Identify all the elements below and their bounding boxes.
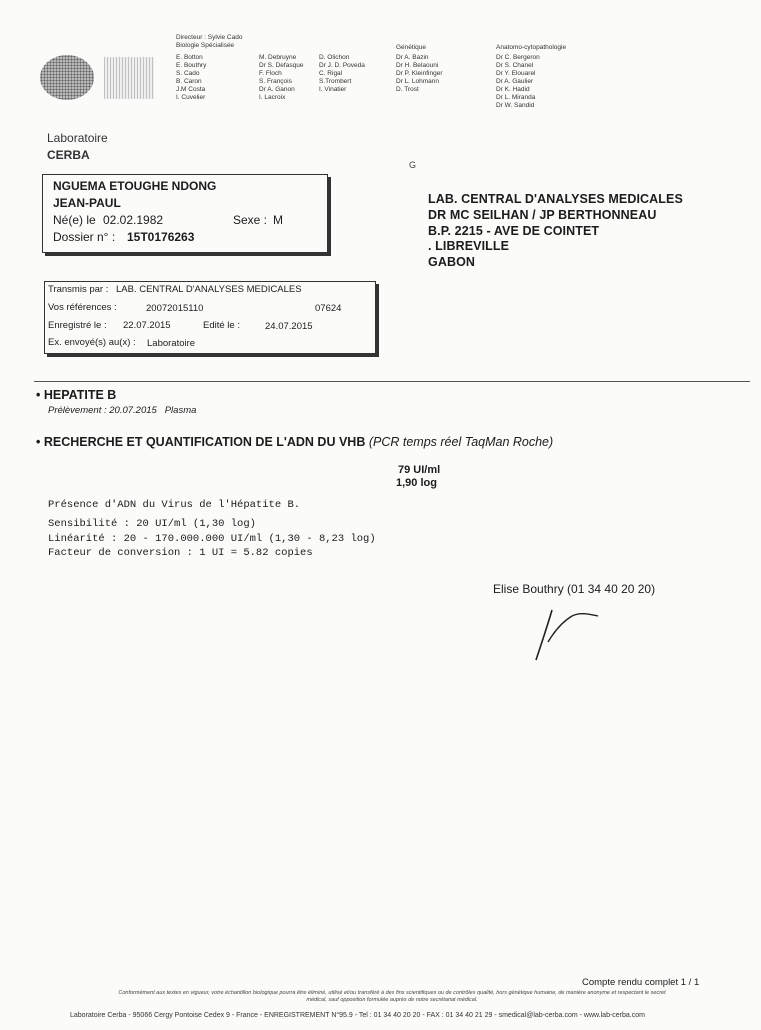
refs-value: 20072015110 xyxy=(146,303,204,314)
recipient-line-1: LAB. CENTRAL D'ANALYSES MEDICALES xyxy=(428,192,683,206)
sex-label: Sexe : xyxy=(233,213,268,227)
result-log: 1,90 log xyxy=(396,477,437,489)
anapath-list: Dr C. Bergeron Dr S. Chanel Dr Y. Elouarel Dr A. Gaulier Dr K. Hadid Dr L. Miranda Dr W. Sandid xyxy=(496,54,540,109)
transmission-box xyxy=(44,281,376,354)
dob-value: 02.02.1982 xyxy=(103,213,164,227)
sample-type: Plasma xyxy=(164,405,197,416)
recipient-line-2: DR MC SEILHAN / JP BERTHONNEAU xyxy=(428,208,657,222)
lab-label: Laboratoire xyxy=(47,131,108,145)
patient-firstname: JEAN-PAUL xyxy=(53,196,121,210)
logo-square xyxy=(104,57,154,99)
recipient-marker: G xyxy=(409,160,417,170)
linearity: Linéarité : 20 - 170.000.000 UI/ml (1,30 - 8,23 log) xyxy=(48,533,376,545)
section-dna-quant: • RECHERCHE ET QUANTIFICATION DE L'ADN DU VHB (PCR temps réel TaqMan Roche) xyxy=(36,435,554,449)
legal-notice-1: Conformément aux textes en vigueur, votre échantillon biologique pourra être éliminé, utilisé et/ou transféré à des fins scientifiques ou de contrôles qualité, hors génétique humaine, de manière anonyme et respectant le secret xyxy=(118,990,666,996)
section-hepatitis-b: • HEPATITE B xyxy=(36,388,117,402)
genetics-title: Génétique xyxy=(396,44,426,51)
transmis-label: Transmis par : xyxy=(48,284,109,295)
transmis-value: LAB. CENTRAL D'ANALYSES MEDICALES xyxy=(116,284,302,295)
dossier-label: Dossier n° : xyxy=(53,230,116,244)
patient-name: NGUEMA ETOUGHE NDONG xyxy=(53,179,217,193)
staff-col-1: E. Botton E. Bouthry S. Cado B. Caron J.M Costa I. Cuvelier xyxy=(176,54,207,101)
dossier-value: 15T0176263 xyxy=(127,230,195,244)
logo-circle xyxy=(40,55,94,100)
handwritten-signature xyxy=(528,602,608,664)
conversion-factor: Facteur de conversion : 1 UI = 5.82 copies xyxy=(48,547,313,559)
recipient-line-4: . LIBREVILLE xyxy=(428,239,510,253)
staff-col-3: D. Olichon Dr J. D. Poveda C. Rigal S.Trombert I. Vinatier xyxy=(319,54,365,93)
section-divider xyxy=(34,381,750,382)
refs-value-2: 07624 xyxy=(315,303,342,314)
director: Directeur : Sylvie Cado xyxy=(176,34,243,41)
staff-col-2: M. Debruyne Dr S. Defasque F. Floch S. François Dr A. Ganon I. Lacroix xyxy=(259,54,304,101)
signatory: Elise Bouthry (01 34 40 20 20) xyxy=(493,582,656,596)
report-complete: Compte rendu complet 1 / 1 xyxy=(582,977,700,988)
lab-address-footer: Laboratoire Cerba - 95066 Cergy Pontoise Cedex 9 - France - ENREGISTREMENT N°95.9 - Tel : 01 34 40 20 20 - FAX : 01 34 40 21 29 - smedical@lab-cerba.com - www.lab-cerba.com xyxy=(70,1012,645,1019)
recipient-line-3: B.P. 2215 - AVE DE COINTET xyxy=(428,224,600,238)
specialty-title: Biologie Spécialisée xyxy=(176,42,235,49)
method: (PCR temps réel TaqMan Roche) xyxy=(368,435,554,449)
patient-box xyxy=(42,174,328,253)
dob-label: Né(e) le xyxy=(53,213,96,227)
registered-value: 22.07.2015 xyxy=(123,320,171,331)
registered-label: Enregistré le : xyxy=(48,320,107,331)
edited-value: 24.07.2015 xyxy=(265,321,313,332)
result-comment: Présence d'ADN du Virus de l'Hépatite B. xyxy=(48,499,301,511)
sex-value: M xyxy=(273,213,283,227)
sample-date: Prélèvement : 20.07.2015 xyxy=(48,405,157,416)
recipient-line-5: GABON xyxy=(428,255,476,269)
genetics-list: Dr A. Bazin Dr H. Belaouni Dr P. Kleinfinger Dr L. Lohmann D. Trost xyxy=(396,54,443,93)
result-ui: 79 UI/ml xyxy=(398,464,441,476)
sample-info xyxy=(48,405,196,416)
sensitivity: Sensibilité : 20 UI/ml (1,30 log) xyxy=(48,518,256,530)
sent-label: Ex. envoyé(s) au(x) : xyxy=(48,337,136,348)
legal-notice-2: médical, sauf opposition formulée auprès de notre secrétariat médical. xyxy=(306,997,478,1003)
lab-name: CERBA xyxy=(47,148,90,162)
anapath-title: Anatomo-cytopathologie xyxy=(496,44,567,51)
sent-value: Laboratoire xyxy=(147,338,196,349)
cerba-logo xyxy=(40,55,152,100)
edited-label: Edité le : xyxy=(203,320,240,331)
refs-label: Vos références : xyxy=(48,302,117,313)
